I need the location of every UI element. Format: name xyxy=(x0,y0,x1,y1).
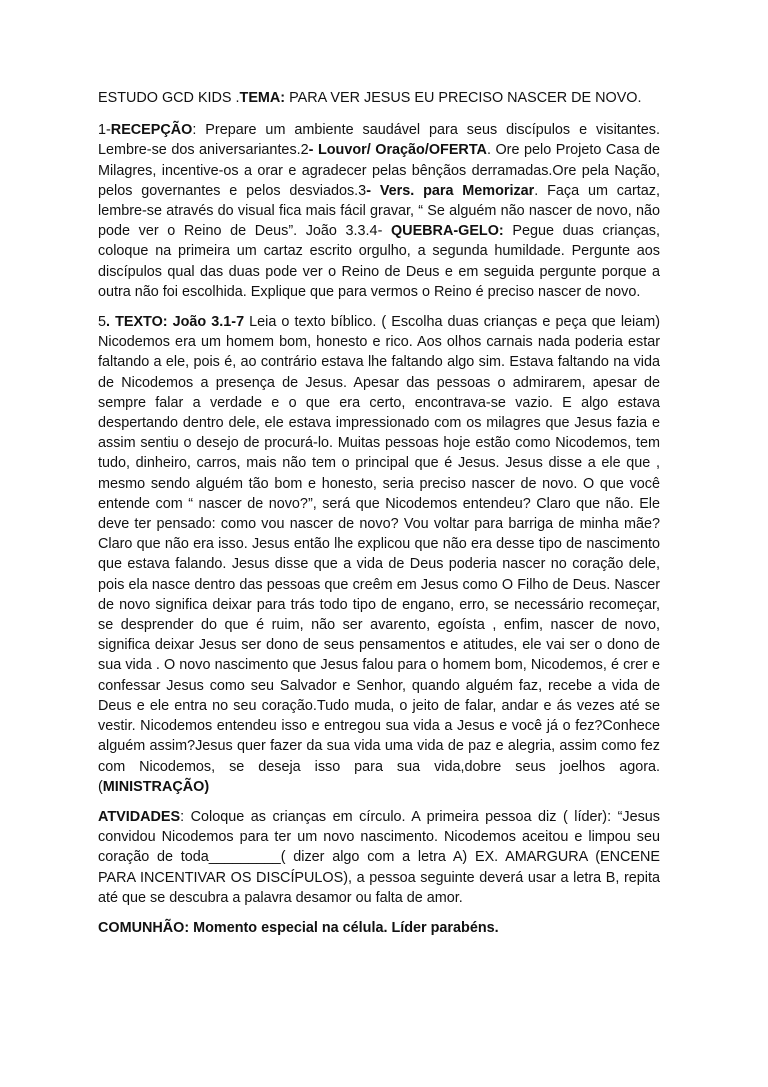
paragraph-activities xyxy=(98,807,660,908)
text-run: 5 xyxy=(98,314,107,331)
paragraph-reception xyxy=(98,120,660,302)
text-run: . Ore pelo Projeto Casa de Milagres, incentive-os a orar e agradecer pelas bênçãos derramadas.Ore pela Nação, pelos governantes e pelos desviados.3 xyxy=(98,142,661,199)
title-prefix: ESTUDO GCD KIDS . xyxy=(98,90,240,106)
text-run: 1- xyxy=(98,122,111,139)
text-run: : Prepare um ambiente saudável para seus discípulos e visitantes. Lembre-se dos aniversariantes.2 xyxy=(98,122,660,159)
heading-memory-verse: - Vers. para Memorizar xyxy=(366,182,535,199)
text-run: : Coloque as crianças em círculo. A primeira pessoa diz ( líder): “Jesus convidou Nicodemos para ter um novo nascimento. Nicodemos aceitou e limpou seu coração de toda_________( dizer algo com a letra A) EX. AMARGURA (ENCENE PARA INCENTIVAR OS DISCÍPULOS), a pessoa seguinte deverá usar a letra B, repita até que se descubra a palavra desamor ou falta de amor. xyxy=(98,808,660,906)
text-run: Leia o texto bíblico. ( Escolha duas crianças e peça que leiam) Nicodemos era um homem bom, honesto e rico. Aos olhos carnais nada poderia estar faltando a ele, pois é, ao contrário estava lhe faltando algo sim. Estava faltando na vida de Nicodemos a presença de Jesus. Apesar das pessoas o admirarem, apesar de sempre falar a verdade e o que era certo, encontrava-se vazio. E algo estava despertando dentro dele, ele estava impressionado com os milagres que Jesus fazia e assim sentiu o desejo de procurá-lo. Muitas pessoas hoje estão como Nicodemos, tem tudo, dinheiro, carros, mais não tem o principal que é Jesus. Jesus disse a ele que , mesmo sendo alguém tão bom e honesto, seria preciso nascer de novo. O que você entende com “ nascer de novo?”, será que Nicodemos entendeu? Claro que não. Ele deve ter pensado: como vou nascer de novo? Vou voltar para barriga de minha mãe? Claro que não era isso. Jesus então lhe explicou que não era desse tipo de nascimento que estava falando. Jesus disse que a vida de Deus poderia nascer no coração dele, pois ela nasce dentro das pessoas que creêm em Jesus como O Filho de Deus. Nascer de novo significa deixar para trás todo tipo de engano, erro, se necessário recomeçar, se desprender do que é ruim, não ser avarento, egoísta , enfim, nascer de novo, significa deixar Jesus ser dono de seus pensamentos e atitudes, ele vai ser o dono de sua vida . O novo nascimento que Jesus falou para o homem bom, Nicodemos, é crer e confessar Jesus como seu Salvador e Senhor, quando alguém faz, recebe a vida de Deus e ele entra no seu coração.Tudo muda, o jeito de falar, andar e ás vezes até se vestir. Nicodemos entendeu isso e entregou sua vida a Jesus e você já o fez?Conhece alguém assim?Jesus quer fazer da sua vida uma vida de paz e alegria, assim como fez com Nicodemos, se deseja isso para sua vida,dobre seus joelhos agora.( xyxy=(98,314,660,795)
document-title xyxy=(98,88,660,108)
heading-worship: - Louvor/ Oração/OFERTA xyxy=(308,142,487,159)
heading-icebreaker: QUEBRA-GELO: xyxy=(390,223,504,240)
text-run: Pegue duas crianças, coloque na primeira um cartaz escrito orgulho, a segunda humildade. Pergunte aos discípulos qual das duas pode ver o Reino de Deus e em seguida pergunte porque a outra não foi escolhida. Explique que para vermos o Reino é preciso nascer de novo. xyxy=(98,223,660,300)
paragraph-text xyxy=(98,312,660,797)
text-run: . Faça um cartaz, lembre-se através do visual fica mais fácil gravar, “ Se alguém não nascer de novo, não pode ver o Reino de Deus”. João 3.3.4- xyxy=(98,182,660,240)
heading-text: . TEXTO: João 3.1-7 xyxy=(106,314,245,331)
document-page xyxy=(98,88,660,938)
title-label: TEMA: xyxy=(239,90,286,106)
title-theme: PARA VER JESUS EU PRECISO NASCER DE NOVO. xyxy=(285,90,642,106)
heading-activities: ATVIDADES xyxy=(98,808,181,825)
heading-ministration: MINISTRAÇÃO) xyxy=(102,778,210,795)
heading-communion: COMUNHÃO: Momento especial na célula. Líder parabéns. xyxy=(98,919,499,936)
paragraph-communion xyxy=(98,918,660,938)
heading-reception: RECEPÇÃO xyxy=(110,122,193,139)
